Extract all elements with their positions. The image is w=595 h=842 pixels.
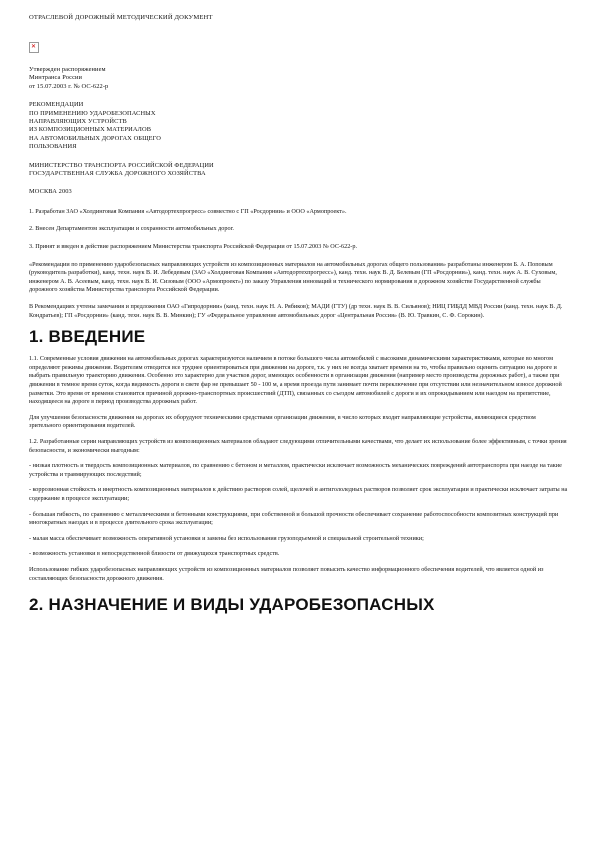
title-line: ИЗ КОМПОЗИЦИОННЫХ МАТЕРИАЛОВ [29,126,152,134]
ministry-line: МИНИСТЕРСТВО ТРАНСПОРТА РОССИЙСКОЙ ФЕДЕРАЦИИ [29,161,214,169]
approval-line: Минтранса России [29,74,83,82]
document-page [29,14,569,623]
paragraph: 1.1. Современные условия движения на автомобильных дорогах характеризуются наличием в потоке большого числа автомобилей с высокими динамическими характеристиками, которые во многом определяют режимы движения. Водителям отводится все труднее ориентироваться при движении на дороге, т.к. у них не всегда хватает времени на то, чтобы правильно оценить ситуацию на дороге и выбрать правильную траекторию движения. Особенно это характерно для участков дорог, имеющих особенности в организации движения (например место производства дорожных работ), а также при движении в темное время суток, когда видимость дороги в свете фар не превышает 50 - 100 м, а время проезда пути занимает почти переключение при отсутствии или незначительном износе дорожной разметки. Это время от времени становится причиной дорожно-транспортных происшествий (ДТП), связанных со съездом автомобилей с дороги и их опрокидыванием или наездом на препятствие, находящееся на дороге в период производства дорожных работ. [29,355,562,406]
ministry-block [29,162,569,179]
title-line: НАПРАВЛЯЮЩИХ УСТРОЙСТВ [29,118,127,126]
note-1: 1. Разработан ЗАО «Холдинговая Компания «Автодортехпрогресс» совместно с ГП «Росдорнии» и ООО «Армопроект». [29,207,347,215]
title-line: ПО ПРИМЕНЕНИЮ УДАРОБЕЗОПАСНЫХ [29,109,156,117]
list-item: - коррозионная стойкость и инертность композиционных материалов к действию растворов солей, щелочей и антигололедных растворов позволяет срок эксплуатации и практически исключает затраты на содержание в процессе эксплуатации; [29,486,568,502]
paragraph: Использование гибких ударобезопасных направляющих устройств из композиционных материалов позволяет повысить качество информационного обеспечения водителей, что является одной из составляющих безопасности дорожного движения. [29,565,544,582]
document-type: ОТРАСЛЕВОЙ ДОРОЖНЫЙ МЕТОДИЧЕСКИЙ ДОКУМЕНТ [29,14,213,21]
note-2: 2. Внесен Департаментом эксплуатации и сохранности автомобильных дорог. [29,225,234,233]
document-title [29,101,569,151]
section-heading-purpose: 2. НАЗНАЧЕНИЕ И ВИДЫ УДАРОБЕЗОПАСНЫХ [29,595,435,615]
city-year: МОСКВА 2003 [29,188,72,196]
list-item: - возможность установки в непосредственной близости от движущихся транспортных средств. [29,550,280,558]
ministry-line: ГОСУДАРСТВЕННАЯ СЛУЖБА ДОРОЖНОГО ХОЗЯЙСТВА [29,170,206,178]
approval-line: от 15.07.2003 г. № ОС-622-р [29,82,109,90]
title-line: ПОЛЬЗОВАНИЯ [29,143,77,151]
list-item: - большая гибкость, по сравнению с металлическими и бетонными конструкциями, при собственной и большой прочности обеспечивает сохранение работоспособности композитных конструкций при многократных наездах и в процессе длительного срока эксплуатации; [29,510,559,527]
list-item: - низкая плотность и твердость композиционных материалов, по сравнению с бетоном и металлом, практически исключает возможность механических повреждений автотранспорта при наезде на такие устройства и травмирующих последствий; [29,462,562,478]
paragraph: Для улучшения безопасности движения на дорогах их оборудуют техническими средствами организации движения, в число которых входят направляющие устройства, являющиеся средством зрительного ориентирования водителей. [29,413,536,430]
note-3: 3. Принят и введен в действие распоряжением Министерства транспорта Российской Федерации от 15.07.2003 № ОС-622-р. [29,243,358,251]
reviewers-paragraph: В Рекомендациях учтены замечания и предложения ОАО «Гипродорнии» (канд. техн. наук Н. А. Рябиков); МАДИ (ГТУ) (др техн. наук В. В. Сильянов); НИЦ ГИБДД МВД России (канд. техн. наук В. Д. Кондратьев); ГП «Росдорнии» (канд. техн. наук В. В. Минкин); ГУ «Федеральное управление автомобильных дорог «Центральная Россия» (В. Ю. Травкин, С. Ф. Сорокин). [29,303,563,319]
paragraph: 1.2. Разработанные серии направляющих устройств из композиционных материалов обладают следующими отличительными качествами, что делает их использование более эффективным, с точки зрения безопасности, и экономически выгодным: [29,437,567,454]
section-heading-introduction: 1. ВВЕДЕНИЕ [29,327,146,347]
approval-block [29,66,569,91]
broken-image-icon [29,42,39,53]
list-item: - малая масса обеспечивает возможность оперативной установки и замены без использования грузоподъемной и специальной строительной техники; [29,534,424,542]
title-line: РЕКОМЕНДАЦИИ [29,101,84,109]
authors-paragraph: «Рекомендации по применению ударобезопасных направляющих устройств из композиционных материалов на автомобильных дорогах общего пользования» разработаны инженером Б. А. Поповым (руководитель разработки), канд. техн. наук В. И. Лебедевым (ЗАО «Холдинговая Компания «Автодортехпрогресс»), канд. техн. наук В. Д. Белевым (ГП «Росдорнии»), канд. техн. наук А. В. Суховым, инженером А. В. Асеевым, канд. техн. наук В. И. Сизовым (ООО «Армопроект») по заказу Управления инноваций и технического нормирования в дорожном хозяйстве Государственной службы дорожного хозяйства Министерства транспорта Российской Федерации. [29,260,557,294]
approval-line: Утвержден распоряжением [29,66,106,73]
title-line: НА АВТОМОБИЛЬНЫХ ДОРОГАХ ОБЩЕГО [29,134,161,142]
